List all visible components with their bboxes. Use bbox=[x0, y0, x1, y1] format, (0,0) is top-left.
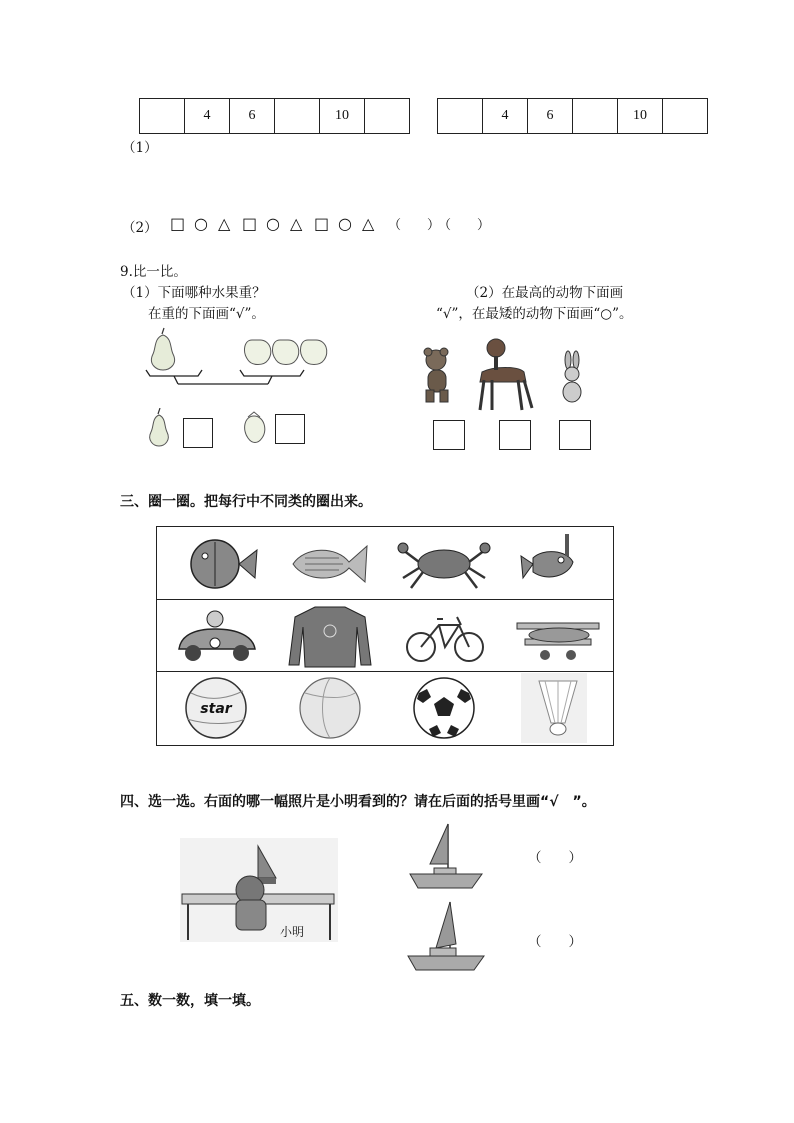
race-car-icon[interactable] bbox=[161, 601, 271, 671]
seq1-cell[interactable] bbox=[365, 99, 410, 134]
seq1-cell: 10 bbox=[320, 99, 365, 134]
pattern-symbol: ○ bbox=[194, 214, 208, 233]
xiaoming-scene-illustration bbox=[180, 838, 338, 942]
soccer-ball-icon[interactable] bbox=[389, 673, 499, 743]
shuttlecock-icon[interactable] bbox=[503, 673, 613, 743]
volleyball-icon[interactable] bbox=[161, 673, 271, 743]
q9-part1-line2: 在重的下面画“√”。 bbox=[148, 306, 265, 322]
xiaoming-caption: 小明 bbox=[280, 925, 305, 939]
section5-title: 五、数一数，填一填。 bbox=[120, 993, 260, 1009]
pattern-symbol: ○ bbox=[266, 214, 280, 233]
balance-scale-illustration bbox=[140, 326, 340, 392]
section3-title: 三、圈一圈。把每行中不同类的圈出来。 bbox=[120, 494, 372, 510]
seq1-cell[interactable] bbox=[275, 99, 320, 134]
q9-part2-line1: （2）在最高的动物下面画 bbox=[466, 285, 624, 301]
animals-illustration bbox=[414, 330, 594, 414]
section4-title: 四、选一选。右面的哪一幅照片是小明看到的？请在后面的括号里画“√ ”。 bbox=[120, 794, 596, 810]
fish-cartoon-icon[interactable] bbox=[161, 528, 271, 598]
grid-row-2 bbox=[157, 599, 613, 672]
pattern-symbol: ○ bbox=[338, 214, 352, 233]
answer-box-rabbit[interactable] bbox=[559, 420, 591, 450]
seq1-cell: 6 bbox=[230, 99, 275, 134]
pattern-blank-2[interactable]: （ ） bbox=[438, 218, 491, 233]
beach-ball-icon[interactable] bbox=[275, 673, 385, 743]
seq2-cell[interactable] bbox=[663, 99, 708, 134]
answer-box-deer[interactable] bbox=[499, 420, 531, 450]
answer-box-pear[interactable] bbox=[183, 418, 213, 448]
pattern-blank-1[interactable]: （ ） bbox=[388, 218, 441, 233]
rabbit-icon bbox=[563, 351, 581, 402]
sequence-table-1 bbox=[139, 98, 410, 134]
crab-icon[interactable] bbox=[389, 528, 499, 598]
seq1-cell: 4 bbox=[185, 99, 230, 134]
pattern-symbol: □ bbox=[314, 214, 330, 233]
answer-bracket-1[interactable]: （ ） bbox=[528, 850, 582, 866]
pattern-symbol: △ bbox=[218, 214, 231, 233]
pattern-symbols bbox=[170, 214, 500, 236]
long-sleeve-shirt-icon[interactable] bbox=[275, 601, 385, 671]
seq2-cell: 4 bbox=[483, 99, 528, 134]
answer-box-bear[interactable] bbox=[433, 420, 465, 450]
sailboat-option-2-icon[interactable] bbox=[406, 898, 486, 974]
sailboat-option-1-icon[interactable] bbox=[406, 818, 486, 892]
grid-row-1 bbox=[157, 527, 613, 599]
grid-row-3 bbox=[157, 671, 613, 744]
q9-title: 9.比一比。 bbox=[120, 264, 187, 280]
pattern-symbol: □ bbox=[170, 214, 186, 233]
answer-bracket-2[interactable]: （ ） bbox=[528, 934, 582, 950]
biplane-icon[interactable] bbox=[503, 601, 613, 671]
sequence-table-2 bbox=[437, 98, 708, 134]
deer-icon bbox=[480, 339, 532, 410]
bear-icon bbox=[424, 348, 448, 402]
sequence-label: （1） bbox=[122, 140, 158, 156]
answer-box-strawberry[interactable] bbox=[275, 414, 305, 444]
seq2-cell[interactable] bbox=[573, 99, 618, 134]
seq1-cell[interactable] bbox=[140, 99, 185, 134]
classification-grid bbox=[156, 526, 614, 746]
q9-part1-line1: （1）下面哪种水果重？ bbox=[122, 285, 266, 301]
seq2-cell: 10 bbox=[618, 99, 663, 134]
pattern-label: （2） bbox=[122, 220, 158, 236]
seq2-cell[interactable] bbox=[438, 99, 483, 134]
pear-icon bbox=[151, 328, 174, 370]
pattern-symbol: □ bbox=[242, 214, 258, 233]
bicycle-icon[interactable] bbox=[389, 601, 499, 671]
q9-part2-line2: “√”，在最矮的动物下面画“○”。 bbox=[436, 306, 633, 322]
fish-photo-icon[interactable] bbox=[275, 528, 385, 598]
strawberry-icon bbox=[238, 408, 270, 448]
pear-icon bbox=[144, 408, 172, 450]
pattern-symbol: △ bbox=[290, 214, 303, 233]
seq2-cell: 6 bbox=[528, 99, 573, 134]
fish-snorkel-icon[interactable] bbox=[503, 528, 613, 598]
ball-brand-text: star bbox=[200, 701, 232, 717]
pattern-symbol: △ bbox=[362, 214, 375, 233]
